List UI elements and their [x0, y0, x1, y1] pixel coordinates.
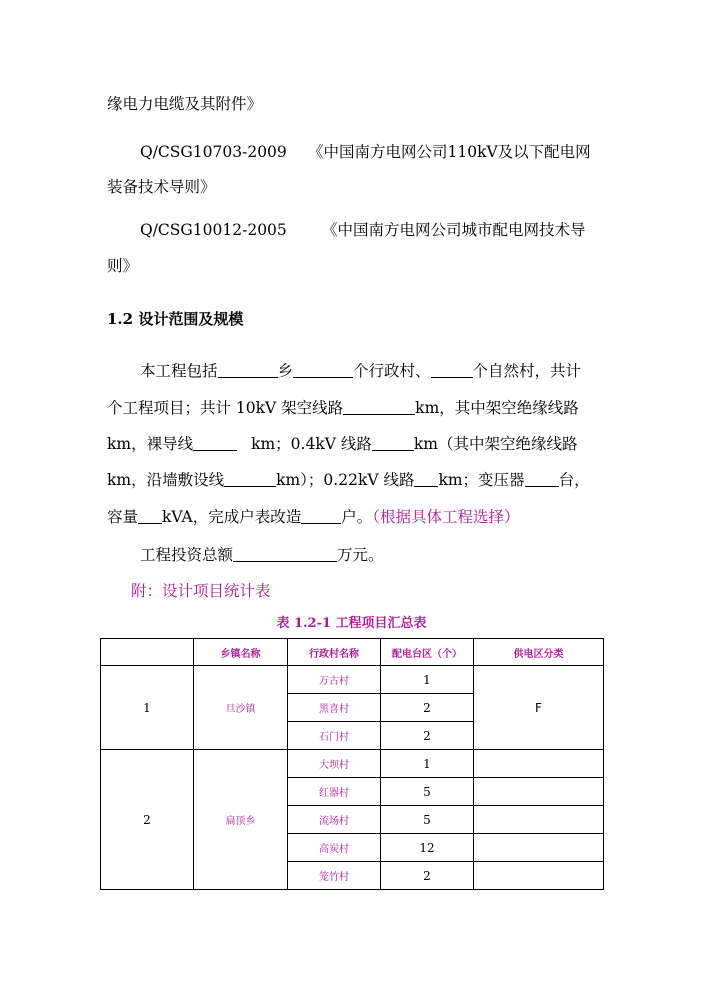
text-segment: 本工程包括 — [140, 362, 218, 380]
cell-village: 流场村 — [288, 806, 381, 834]
paragraph-line-3 — [107, 434, 600, 454]
text-segment: 户。 — [341, 508, 373, 526]
reference-3-code: Q/CSG10012-2005 — [140, 221, 287, 239]
text-segment: 乡 — [277, 362, 294, 380]
paragraph-line-4 — [107, 470, 600, 490]
text-segment: 万元。 — [337, 546, 384, 564]
cell-supply-zone — [474, 778, 604, 806]
header-supply-zone: 供电区分类 — [474, 639, 604, 666]
cell-transformer-area-count: 1 — [381, 750, 474, 778]
reference-2-continuation: 装备技术导则》 — [107, 178, 216, 196]
table-row — [101, 666, 604, 694]
table-header-row — [101, 639, 604, 666]
cell-town: 扁顶乡 — [194, 750, 288, 890]
section-heading: 1.2 设计范围及规模 — [107, 310, 244, 328]
blank-town-count — [218, 362, 278, 378]
cell-village: 石门村 — [288, 722, 381, 750]
investment-line — [140, 545, 633, 565]
header-transformer-areas: 配电台区（个） — [381, 639, 474, 666]
paragraph-line-2 — [107, 398, 600, 418]
text-segment: km，沿墙敷设线 — [107, 471, 225, 489]
cell-supply-zone — [474, 806, 604, 834]
blank-bare-conductor-length — [193, 435, 237, 451]
cell-transformer-area-count: 5 — [381, 806, 474, 834]
reference-2-title: 《中国南方电网公司110kV及以下配电网 — [308, 143, 591, 161]
cell-village: 红器村 — [288, 778, 381, 806]
cell-transformer-area-count: 1 — [381, 666, 474, 694]
cell-supply-zone — [474, 750, 604, 778]
text-segment: 个工程项目；共计 10kV 架空线路 — [107, 399, 344, 417]
cell-village: 大坝村 — [288, 750, 381, 778]
text-segment: 个自然村，共计 — [472, 362, 582, 380]
text-segment: kVA，完成户表改造 — [162, 508, 302, 526]
text-segment: km，裸导线 — [107, 435, 194, 453]
project-summary-table — [100, 638, 604, 890]
header-town: 乡镇名称 — [194, 639, 288, 666]
cell-transformer-area-count: 12 — [381, 834, 474, 862]
cell-village: 黑喜村 — [288, 694, 381, 722]
cell-index: 1 — [101, 666, 194, 750]
text-segment: km；变压器 — [438, 471, 525, 489]
table-row — [101, 750, 604, 778]
cell-index: 2 — [101, 750, 194, 890]
text-segment: km；0.4kV 线路 — [251, 435, 372, 453]
appendix-label: 附：设计项目统计表 — [131, 582, 271, 600]
blank-022kv-line-length — [414, 471, 438, 487]
reference-3-title: 《中国南方电网公司城市配电网技术导 — [322, 221, 586, 239]
cell-village: 高炭村 — [288, 834, 381, 862]
paragraph-line-1 — [140, 361, 600, 381]
reference-3-continuation: 则》 — [107, 257, 139, 275]
cell-transformer-area-count: 2 — [381, 694, 474, 722]
reference-2-code: Q/CSG10703-2009 — [140, 143, 287, 161]
cell-transformer-area-count: 2 — [381, 722, 474, 750]
cell-village: 笼竹村 — [288, 862, 381, 890]
text-segment: km（其中架空绝缘线路 — [413, 435, 578, 453]
blank-04kv-line-length — [372, 435, 414, 451]
cell-town: 旦沙镇 — [194, 666, 288, 750]
blank-investment-amount — [233, 546, 337, 562]
blank-admin-village-count — [293, 362, 353, 378]
text-segment: km）；0.22kV 线路 — [276, 471, 415, 489]
cell-village: 万古村 — [288, 666, 381, 694]
cell-supply-zone — [474, 862, 604, 890]
text-segment: 容量 — [107, 508, 139, 526]
header-index — [101, 639, 194, 666]
cell-transformer-area-count: 2 — [381, 862, 474, 890]
table-caption: 表 1.2-1 工程项目汇总表 — [276, 616, 427, 631]
blank-capacity — [138, 508, 162, 524]
text-segment: 工程投资总额 — [140, 546, 234, 564]
blank-household-meter-count — [301, 508, 341, 524]
cell-supply-zone: F — [474, 666, 604, 750]
blank-10kv-line-length — [343, 399, 415, 415]
blank-transformer-count — [525, 471, 559, 487]
header-village: 行政村名称 — [288, 639, 381, 666]
blank-wall-line-length — [224, 471, 276, 487]
paragraph-line-5 — [107, 507, 600, 527]
table-body — [101, 666, 604, 890]
cell-transformer-area-count: 5 — [381, 778, 474, 806]
reference-1-continuation: 缘电力电缆及其附件》 — [107, 95, 263, 113]
text-segment: 台， — [558, 471, 590, 489]
text-segment: km，其中架空绝缘线路 — [415, 399, 579, 417]
blank-natural-village-count — [431, 362, 473, 378]
selection-note: （根据具体工程选择） — [372, 508, 520, 526]
cell-supply-zone — [474, 834, 604, 862]
text-segment: 个行政村、 — [353, 362, 431, 380]
